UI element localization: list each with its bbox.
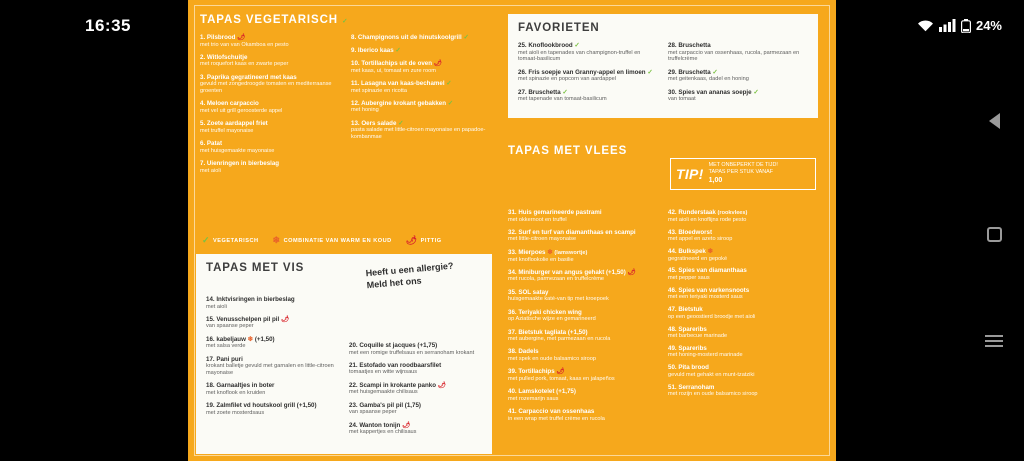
signal-bars-icon — [939, 19, 956, 32]
item-desc: met kaas, ui, tomaat en zure room — [351, 67, 436, 74]
menu-item — [206, 336, 339, 350]
item-name: 6. Patat — [200, 140, 223, 148]
menu-item — [668, 209, 818, 224]
menu-item — [508, 309, 658, 323]
item-name: 40. Lamskotelet (+1,75) — [508, 388, 576, 396]
menu-item — [668, 248, 818, 262]
item-name: 29. Bruschetta — [668, 68, 711, 76]
item-name: 28. Bruschetta — [668, 42, 711, 49]
item-desc: in een wrap met truffel crème en rucola — [508, 415, 605, 422]
item-desc: van spaanse peper — [349, 409, 397, 416]
menu-item — [349, 402, 482, 416]
recent-apps-lines-icon — [985, 332, 1003, 350]
vlees-column-left — [508, 209, 658, 428]
legend-label: COMBINATIE VAN WARM EN KOUD — [283, 237, 392, 244]
navigation-rail — [964, 0, 1024, 461]
item-name: 47. Bietstuk — [668, 306, 703, 314]
item-name: 43. Bloedworst — [668, 228, 713, 236]
menu-item — [206, 296, 339, 310]
menu-item — [508, 289, 658, 303]
menu-item — [200, 74, 341, 95]
battery-percentage: 24% — [975, 18, 1002, 33]
sun-icon: ❄ — [247, 335, 254, 343]
menu-item — [200, 54, 341, 68]
menu-document[interactable] — [188, 0, 836, 461]
item-desc: met huisgemaakte mayonaise — [200, 147, 275, 154]
menu-item — [668, 69, 808, 83]
back-triangle-icon — [989, 113, 1000, 129]
vegetarian-leaf-icon: ✓ — [398, 119, 404, 127]
menu-item — [200, 160, 341, 174]
vegetarian-leaf-icon: ✓ — [463, 34, 469, 41]
item-desc: van spaanse peper — [206, 323, 254, 330]
menu-item — [668, 267, 818, 281]
chili-icon: 🌶 — [556, 368, 565, 376]
item-desc: met aubergine, met parmezaan en rucola — [508, 336, 611, 343]
item-name: 25. Knoflookbrood — [518, 42, 573, 49]
menu-item — [518, 69, 658, 83]
menu-item — [668, 287, 818, 301]
vegetarian-leaf-icon: ✓ — [446, 80, 452, 87]
legend-label: VEGETARISCH — [213, 237, 259, 244]
item-desc: met vel uit grill geroosterde appel — [200, 108, 283, 114]
menu-item — [668, 306, 818, 320]
menu-item — [206, 356, 339, 377]
menu-item — [351, 47, 492, 55]
vegetarian-leaf-icon: ✓ — [574, 42, 580, 49]
item-desc: met spinazie en ricotta — [351, 87, 407, 94]
item-name: 45. Spies van diamanthaas — [668, 267, 747, 275]
menu-item — [508, 249, 658, 264]
chili-icon: 🌶 — [405, 235, 418, 245]
item-name: 11. Lasagna van kaas-bechamel — [351, 80, 445, 87]
favorieten-column-right — [668, 42, 808, 108]
item-desc: met salsa verde — [206, 343, 246, 350]
item-name: 7. Uienringen in bierbeslag — [200, 160, 280, 168]
legend-item-pittig — [406, 236, 442, 245]
legend-item-vegetarisch — [202, 236, 259, 245]
vegetarian-leaf-icon: ✓ — [753, 88, 759, 96]
item-name: 27. Bruschetta — [518, 88, 561, 96]
item-name: 24. Wanton tonijn — [349, 421, 401, 429]
menu-item — [518, 89, 658, 103]
chili-icon: 🌶 — [433, 60, 443, 68]
item-name: 32. Surf en turf van diamanthaas en scampi — [508, 228, 636, 236]
item-name: 8. Champignons uit de hinutskoolgrill — [351, 34, 462, 41]
legend — [202, 236, 442, 245]
item-desc: met aioli — [200, 167, 221, 174]
menu-item — [349, 362, 482, 376]
item-desc: met knoflook en kruiden — [206, 389, 266, 396]
tip-line2: TAPAS PER STUK VANAF — [708, 169, 774, 176]
menu-item — [508, 368, 658, 382]
legend-label: PITTIG — [420, 237, 442, 244]
menu-item — [508, 329, 658, 343]
item-desc: met rucola, parmezaan en truffelcrème — [508, 276, 604, 283]
item-desc: met een teriyaki mosterd saus — [668, 294, 743, 301]
menu-item — [668, 89, 808, 103]
vegetarian-leaf-icon: ✓ — [712, 68, 718, 76]
section-title-vlees: TAPAS MET VLEES — [508, 145, 628, 157]
item-name: 36. Teriyaki chicken wing — [508, 308, 582, 316]
item-desc: met little-citroen mayonaise — [508, 236, 577, 243]
item-name: 23. Gamba's pil pil (1,75) — [349, 401, 421, 409]
tip-price: 1,00 — [708, 177, 723, 185]
section-favorieten — [508, 14, 818, 118]
item-name: 33. Mierpoes — [508, 248, 546, 256]
item-desc: met pepper saus — [668, 274, 710, 281]
tip-text — [709, 162, 778, 185]
section-title-text: TAPAS VEGETARISCH — [200, 14, 338, 26]
item-desc: krokant balletje gevuld met garnalen en little-citroen mayonaise — [206, 363, 334, 376]
vegetarian-leaf-icon: ✓ — [562, 88, 568, 96]
chili-icon: 🌶 — [280, 315, 290, 323]
chili-icon: 🌶 — [402, 421, 411, 429]
item-name: 41. Carpaccio van ossenhaas — [508, 408, 595, 415]
menu-item — [200, 34, 341, 48]
item-name: 5. Zoete aardappel friet — [200, 120, 268, 128]
item-name: 9. Iberico kaas — [351, 47, 394, 55]
vlees-column-right — [668, 209, 818, 428]
item-desc: op een geoostierd broodje met aioli — [668, 313, 756, 320]
item-name: 49. Spareribs — [668, 344, 707, 352]
menu-item — [668, 345, 818, 359]
item-name: 38. Dadels — [508, 348, 539, 356]
item-desc: met rozemarijn saus — [508, 395, 559, 402]
item-name: 26. Fris soepje van Granny-appel en limoen — [518, 68, 646, 76]
item-name: 31. Huis gemarineerde pastrami — [508, 209, 602, 216]
menu-item — [668, 326, 818, 340]
item-desc: met okkernoot en truffel — [508, 216, 567, 223]
item-name: 15. Venusschelpen pil pil — [206, 315, 280, 323]
menu-item — [668, 384, 818, 398]
item-desc: met spinazie en popcorn van aardappel — [518, 76, 616, 83]
menu-item — [351, 80, 492, 94]
item-desc: met geitenkaas, dadel en honing — [668, 76, 749, 83]
section-title-vis: TAPAS MET VIS — [206, 262, 305, 274]
menu-item — [200, 140, 341, 154]
menu-item — [518, 42, 658, 63]
favorieten-column-left — [518, 42, 658, 108]
item-name: 21. Estofado van roodbaarsfilet — [349, 361, 442, 369]
menu-item — [508, 348, 658, 362]
allergy-note-line2: Meld het ons — [366, 275, 422, 291]
section-title-vegetarisch — [200, 14, 492, 26]
item-name: 1. Pilsbrood — [200, 34, 236, 41]
menu-item — [508, 408, 658, 422]
wifi-icon — [917, 19, 934, 32]
item-name: 13. Oers salade — [351, 119, 397, 127]
menu-item — [508, 209, 658, 223]
item-name: 30. Spies van ananas soepje — [668, 88, 752, 96]
vegetarian-leaf-icon: ✓ — [395, 47, 401, 55]
item-desc: met truffel mayonaise — [200, 127, 254, 134]
menu-item — [508, 388, 658, 402]
item-name: 3. Paprika gegratineerd met kaas — [200, 73, 297, 81]
item-desc: met aioli — [206, 303, 227, 310]
menu-item — [200, 120, 341, 134]
item-name: 4. Meloen carpaccio — [200, 100, 259, 108]
section-title-favorieten: FAVORIETEN — [518, 22, 600, 34]
vegetarisch-column-left — [200, 34, 341, 180]
tip-callout — [670, 158, 816, 190]
sun-icon: ❄ — [547, 248, 553, 256]
item-name: 19. Zalmfilet vd houtskool grill (+1,50) — [206, 402, 317, 410]
chili-icon: 🌶 — [627, 268, 636, 276]
item-name: 12. Aubergine krokant gebakken — [351, 99, 447, 107]
menu-item — [206, 382, 339, 396]
item-desc: met barbecue marinade — [668, 333, 728, 340]
legend-item-warm-koud — [273, 236, 392, 245]
item-desc: met appel en azeto siroop — [668, 236, 733, 243]
item-desc: met pulled pork, tomaat, kaas en jalapeños — [508, 375, 615, 382]
menu-item — [206, 316, 339, 330]
item-name: 20. Coquille st jacques (+1,75) — [349, 342, 438, 349]
item-desc: met carpaccio van ossenhaas, rucola, parmezaan en truffelcrème — [668, 49, 800, 63]
item-name: 18. Garnaaltjes in boter — [206, 382, 275, 390]
menu-item — [508, 269, 658, 283]
item-subname: (lamswortje) — [554, 249, 588, 256]
item-name: 50. Pita brood — [668, 364, 709, 372]
menu-item — [508, 229, 658, 243]
item-desc: met aioli en knoflijns rode pesto — [668, 216, 747, 223]
item-desc: op Aziatische wijze en gemarineerd — [508, 316, 596, 323]
menu-item — [349, 342, 482, 356]
vegetarian-leaf-icon: ✓ — [202, 235, 211, 245]
tip-word: TIP! — [676, 166, 704, 182]
menu-item — [668, 229, 818, 243]
item-desc: met aioli en tapenades van champignon-truffel en tomaat-basilicum — [518, 49, 641, 63]
vegetarian-leaf-icon: ✓ — [342, 18, 349, 25]
menu-item — [200, 100, 341, 114]
item-name: 48. Spareribs — [668, 325, 707, 333]
item-subname: (rookvlees) — [717, 210, 748, 216]
item-desc: met knoflookolie en basilie — [508, 256, 574, 263]
item-name: 35. SOL satay — [508, 288, 549, 296]
vis-column-right — [349, 296, 482, 441]
section-tapas-vegetarisch — [200, 14, 492, 180]
item-desc: gevuld met gehakt en munt-tzatziki — [668, 371, 755, 378]
item-desc: met rozijn en oude balsamico siroop — [668, 391, 758, 398]
vis-column-left — [206, 296, 339, 441]
home-square-icon — [987, 227, 1002, 242]
allergy-note-line1: Heeft u een allergie? — [365, 260, 454, 279]
item-name: 10. Tortillachips uit de oven — [351, 60, 433, 68]
sun-icon: ❄ — [272, 235, 281, 245]
menu-item — [206, 402, 339, 416]
menu-item — [351, 60, 492, 74]
item-name: 37. Bietstuk tagliata (+1,50) — [508, 328, 588, 336]
item-desc: met tapenade van tomaat-basilicum — [518, 96, 607, 103]
item-name: 39. Tortillachips — [508, 368, 555, 376]
chili-icon: 🌶 — [237, 34, 246, 41]
item-name: 46. Spies van varkensnoots — [668, 286, 750, 294]
item-name: 42. Runderstaak — [668, 209, 716, 216]
item-desc: met huisgemaakte chilisaus — [349, 389, 418, 396]
item-desc: pasta salade met little-citroen mayonaise en papadoe-kombanmae — [351, 127, 486, 141]
item-desc: met kappertjes en chilisaus — [349, 429, 417, 436]
sun-icon: ❄ — [707, 248, 714, 255]
item-desc: met honing-mosterd marinade — [668, 352, 743, 359]
status-clock: 16:35 — [85, 16, 131, 35]
item-desc: met trio van van Okamboa en pesto — [200, 41, 289, 48]
item-name: 16. kabeljauw — [206, 335, 246, 343]
item-desc: met roquefort kaas en zwarte peper — [200, 61, 289, 68]
vegetarian-leaf-icon: ✓ — [647, 68, 653, 76]
item-desc: tomaatjes en witte wijnsaus — [349, 369, 418, 376]
item-desc: huisgemaakte katé-van tip met kroepoek — [508, 296, 609, 303]
item-name: 17. Pani puri — [206, 355, 243, 363]
item-desc: met honing — [351, 107, 379, 114]
item-desc: van tomaat — [668, 96, 696, 103]
item-desc: gevuld met zongedroogde tomaten en mediterraanse groenten — [200, 81, 332, 95]
item-name: 22. Scampi in krokante panko — [349, 381, 436, 389]
menu-item — [668, 42, 808, 63]
menu-item — [351, 120, 492, 141]
chili-icon: 🌶 — [437, 381, 446, 389]
menu-item — [349, 422, 482, 436]
item-name: 51. Serranoham — [668, 383, 715, 391]
item-name: 2. Witlofschuitje — [200, 53, 248, 61]
recent-apps-button[interactable] — [978, 325, 1010, 357]
item-desc: met een romige truffelsaus en serranoham krokant — [349, 349, 475, 356]
back-button[interactable] — [978, 105, 1010, 137]
item-name: 14. Inktvisringen in bierbeslag — [206, 296, 295, 303]
vegetarisch-column-right — [351, 34, 492, 180]
item-name: 34. Miniburger van angus gehakt (+1,50) — [508, 268, 626, 276]
item-desc: gegratineerd en gepoké — [668, 255, 728, 262]
menu-item — [351, 100, 492, 114]
menu-item — [349, 382, 482, 396]
menu-item — [351, 34, 492, 42]
menu-item — [668, 364, 818, 378]
item-desc: met spek en oude balsamico siroop — [508, 355, 596, 362]
vegetarian-leaf-icon: ✓ — [447, 99, 454, 107]
tip-line1: MET ONBEPERKT DE TIJD! — [708, 162, 778, 169]
item-price: (+1,50) — [254, 335, 275, 343]
item-desc: met zoete mosterdsaus — [206, 409, 265, 416]
home-button[interactable] — [978, 218, 1010, 250]
item-name: 44. Bulkspek — [668, 248, 706, 255]
